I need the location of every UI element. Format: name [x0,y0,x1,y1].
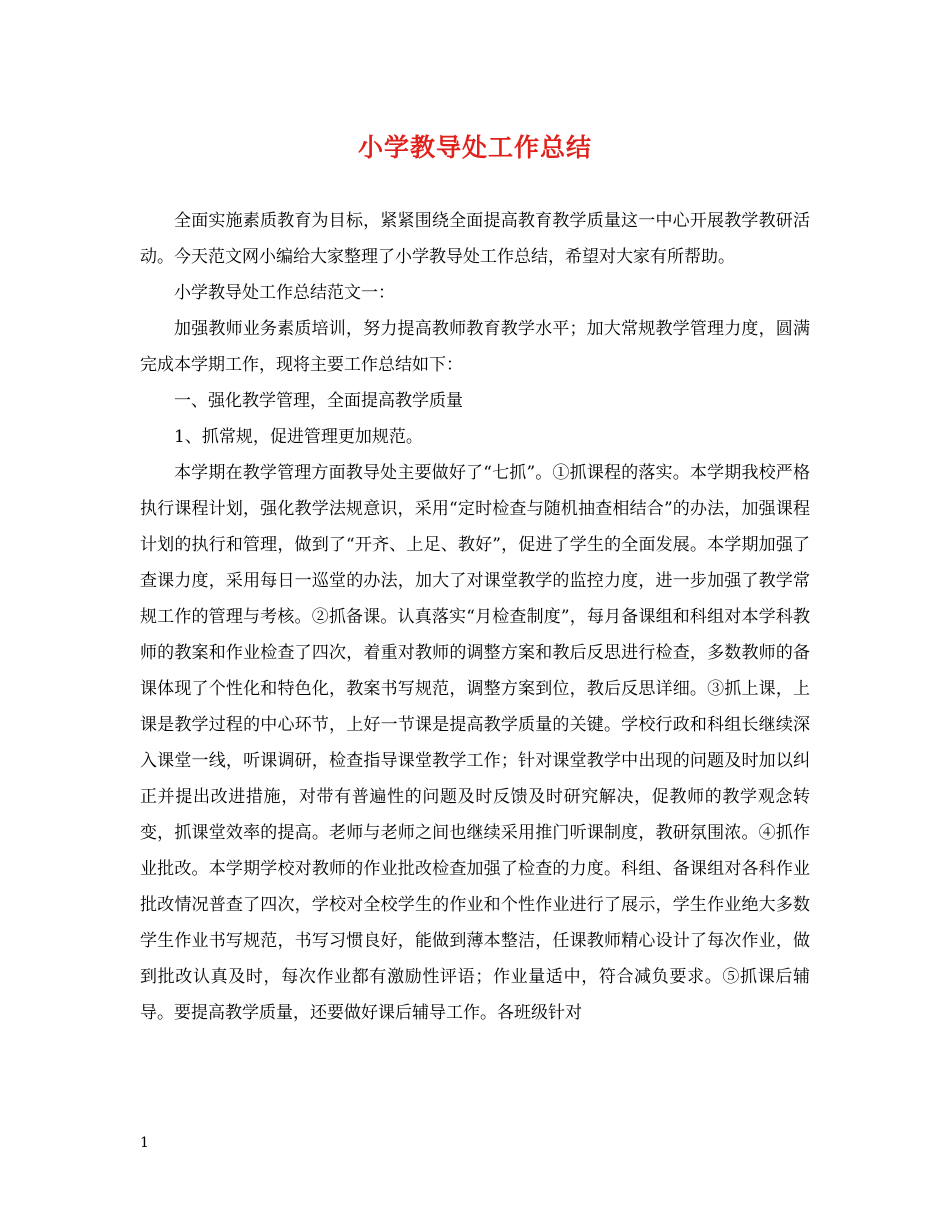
paragraph-sample-heading: 小学教导处工作总结范文一： [174,283,395,303]
subsection-heading-1: 1、抓常规，促进管理更加规范。 [174,427,423,447]
paragraph-overview: 加强教师业务素质培训，努力提高教师教育教学水平；加大常规教学管理力度，圆满完成本学期工作，现将主要工作总结如下： [140,319,810,375]
document-body [140,203,810,1031]
section-heading-1: 一、强化教学管理，全面提高教学质量 [174,391,463,411]
paragraph-intro: 全面实施素质教育为目标，紧紧围绕全面提高教育教学质量这一中心开展教学教研活动。今天范文网小编给大家整理了小学教导处工作总结，希望对大家有所帮助。 [140,211,810,267]
page-number: 1 [140,1135,149,1151]
paragraph-seven-measures: 本学期在教学管理方面教导处主要做好了“七抓”。①抓课程的落实。本学期我校严格执行课程计划，强化教学法规意识，采用“定时检查与随机抽查相结合”的办法，加强课程计划的执行和管理，做到了“开齐、上足、教好”，促进了学生的全面发展。本学期加强了查课力度，采用每日一巡堂的办法，加大了对课堂教学的监控力度，进一步加强了教学常规工作的管理与考核。②抓备课。认真落实“月检查制度”，每月备课组和科组对本学科教师的教案和作业检查了四次，着重对教师的调整方案和教后反思进行检查，多数教师的备课体现了个性化和特色化，教案书写规范，调整方案到位，教后反思详细。③抓上课，上课是教学过程的中心环节，上好一节课是提高教学质量的关键。学校行政和科组长继续深入课堂一线，听课调研，检查指导课堂教学工作；针对课堂教学中出现的问题及时加以纠正并提出改进措施，对带有普遍性的问题及时反馈及时研究解决，促教师的教学观念转变，抓课堂效率的提高。老师与老师之间也继续采用推门听课制度，教研氛围浓。④抓作业批改。本学期学校对教师的作业批改检查加强了检查的力度。科组、备课组对各科作业批改情况普查了四次，学校对全校学生的作业和个性作业进行了展示，学生作业绝大多数学生作业书写规范，书写习惯良好，能做到薄本整洁，任课教师精心设计了每次作业，做到批改认真及时，每次作业都有激励性评语；作业量适中，符合减负要求。⑤抓课后辅导。要提高教学质量，还要做好课后辅导工作。各班级针对 [140,463,810,1023]
document-title: 小学教导处工作总结 [357,133,592,162]
